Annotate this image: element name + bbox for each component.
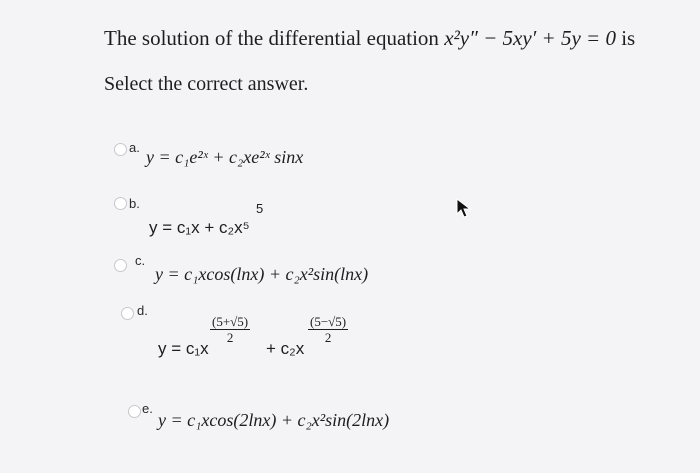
- option-a-answer: y = c₁e²ˣ + c₂xe²ˣ sinx: [146, 147, 304, 167]
- option-d-exponent-1-numerator: (5+√5): [212, 314, 249, 329]
- option-d-exponent-1: [210, 314, 250, 346]
- option-b-radio[interactable]: [114, 197, 127, 210]
- option-e-letter: e.: [142, 401, 153, 416]
- option-c-letter: c.: [135, 253, 146, 268]
- question-suffix: is: [615, 26, 636, 50]
- option-a-letter: a.: [129, 140, 140, 155]
- option-d-exponent-2-denominator: 2: [324, 330, 332, 345]
- option-d-exponent-1-denominator: 2: [226, 330, 234, 345]
- option-d-answer-base: y = c₁x: [158, 339, 209, 358]
- option-d-exponent-2-numerator: (5−√5): [310, 314, 347, 329]
- option-b-answer: y = c₁x + c₂x⁵: [149, 218, 250, 237]
- arrow-cursor-icon: [456, 198, 472, 223]
- option-a-radio[interactable]: [114, 143, 127, 156]
- option-d-exponent-2: [308, 314, 348, 346]
- question-text: [104, 26, 635, 51]
- option-c-radio[interactable]: [114, 259, 127, 272]
- instruction-text: Select the correct answer.: [104, 73, 309, 95]
- option-b-letter: b.: [129, 196, 140, 211]
- option-b-superscript: 5: [256, 201, 264, 216]
- option-d-answer-mid: + c₂x: [266, 339, 305, 358]
- option-d-letter: d.: [137, 303, 148, 318]
- option-c-answer: y = c₁xcos(lnx) + c₂x²sin(lnx): [155, 264, 369, 284]
- option-e-answer: y = c₁xcos(2lnx) + c₂x²sin(2lnx): [158, 410, 390, 430]
- arrow-cursor-glyph: [456, 198, 472, 218]
- option-d-radio[interactable]: [121, 307, 134, 320]
- option-e-radio[interactable]: [128, 405, 141, 418]
- question-equation: x²y″ − 5xy′ + 5y = 0: [444, 26, 616, 50]
- question-prefix: The solution of the differential equation: [104, 26, 445, 50]
